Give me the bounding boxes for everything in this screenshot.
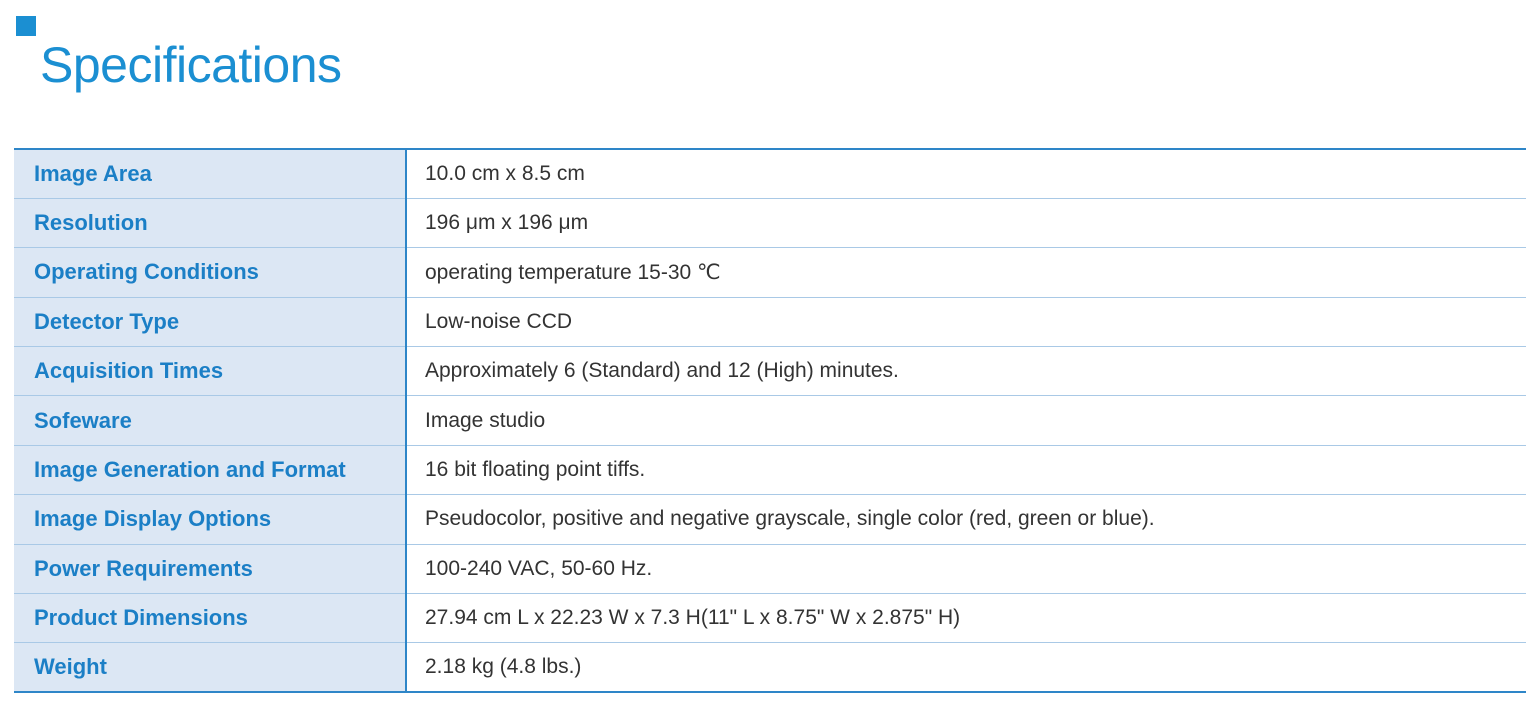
table-row [14,643,1526,692]
spec-label: Acquisition Times [14,347,406,396]
spec-value: Approximately 6 (Standard) and 12 (High) minutes. [406,347,1526,396]
table-row [14,297,1526,346]
spec-value: 27.94 cm L x 22.23 W x 7.3 H(11" L x 8.75" W x 2.875" H) [406,594,1526,643]
spec-label: Power Requirements [14,544,406,593]
spec-value: Low-noise CCD [406,297,1526,346]
table-row [14,594,1526,643]
table-row [14,347,1526,396]
table-row [14,396,1526,445]
spec-label: Resolution [14,198,406,247]
title-marker [16,16,36,36]
table-row [14,198,1526,247]
spec-label: Operating Conditions [14,248,406,297]
spec-value: 16 bit floating point tiffs. [406,445,1526,494]
specifications-table [14,148,1526,693]
spec-label: Image Area [14,149,406,198]
spec-value: Pseudocolor, positive and negative grayscale, single color (red, green or blue). [406,495,1526,544]
spec-label: Detector Type [14,297,406,346]
spec-label: Product Dimensions [14,594,406,643]
table-row [14,495,1526,544]
spec-label: Weight [14,643,406,692]
spec-label: Image Display Options [14,495,406,544]
table-row [14,248,1526,297]
table-row [14,149,1526,198]
spec-value: 100-240 VAC, 50-60 Hz. [406,544,1526,593]
spec-value: 196 μm x 196 μm [406,198,1526,247]
spec-value: 10.0 cm x 8.5 cm [406,149,1526,198]
spec-label: Sofeware [14,396,406,445]
table-row [14,445,1526,494]
spec-label: Image Generation and Format [14,445,406,494]
table-row [14,544,1526,593]
spec-value: Image studio [406,396,1526,445]
page-title: Specifications [40,37,342,93]
spec-value: 2.18 kg (4.8 lbs.) [425,655,582,679]
spec-value: operating temperature 15-30 ℃ [406,248,1526,297]
